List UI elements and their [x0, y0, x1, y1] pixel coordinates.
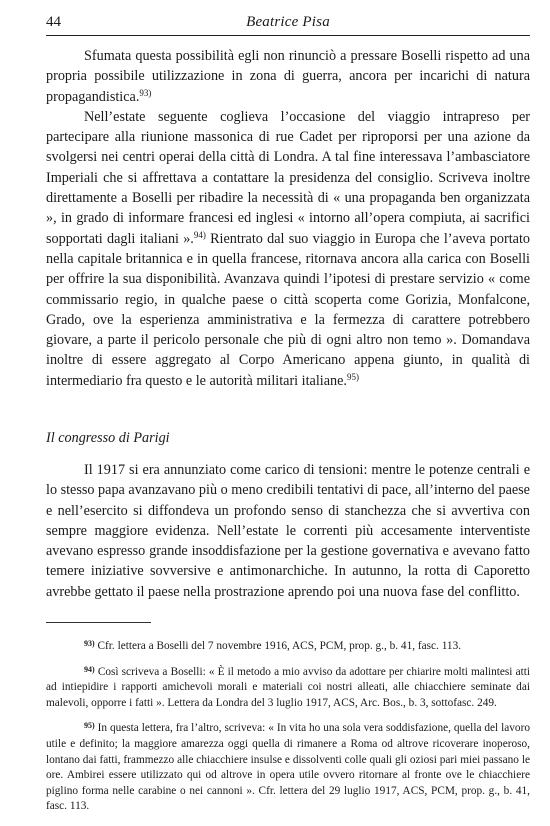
footnote-ref: 95) [346, 371, 359, 382]
paragraph-text: Nell’estate seguente coglieva l’occasione del viaggio intrapreso per partecipare alla riunione massonica di rue Cadet per riproporsi per una azione da svolgersi nei centri operai della città di Londra. A tal fine interessava l’ambasciatore Imperiali che si affrettava a contattare la presidenza del consiglio. Scriveva inoltre direttamente a Boselli per ribadire la necessità di « una propaganda ben organizzata », in grado di informare francesi ed inglesi « intorno all’opera compiuta, ai sacrifici sopportati dagli italiani ». [46, 108, 530, 247]
paragraph [46, 46, 530, 107]
footnote-number: 95) [84, 721, 95, 731]
footnote-number: 93) [84, 639, 95, 648]
footnote [46, 718, 530, 815]
footnote-text: Così scriveva a Boselli: « È il metodo a mio avviso da adottare per chiarire molti malintesi atti ad intiepidire i rapporti amichevoli morali e materiali coi nostri alleati, alle chiacchiere seminate dai malevoli, opporre i fatti ». Lettera da Londra del 3 luglio 1917, ACS, Arc. Bos., b. 3, sottofasc. 249. [46, 665, 530, 709]
footnote [46, 636, 530, 655]
footnotes [46, 636, 530, 822]
paragraph-text: Il 1917 si era annunziato come carico di tensioni: mentre le potenze centrali e lo stesso papa avanzavano più o meno credibili tentativi di pace, all’interno del paese e nell’esercito si diffondeva un profondo senso di stanchezza che si avvertiva con sempre maggiore evidenza. Nell’estate le correnti più accesamente interventiste avevano espresso grande insoddisfazione per la gestione governativa e avevano fatto temere iniziative sovversive e antimonarchiche. In autunno, la rotta di Caporetto avrebbe gettato il paese nella prostrazione aprendo poi una nuova fase del conflitto. [46, 462, 530, 600]
header-rule [46, 35, 530, 36]
section-heading: Il congresso di Parigi [46, 430, 170, 446]
footnote-text: Cfr. lettera a Boselli del 7 novembre 1916, ACS, PCM, prop. g., b. 41, fasc. 113. [97, 640, 462, 652]
footnote-number: 94) [84, 664, 95, 674]
running-title: Beatrice Pisa [246, 14, 330, 30]
footnote [46, 662, 530, 712]
footnote-rule [46, 622, 151, 623]
footnote-ref: 93) [139, 87, 152, 98]
footnote-text: In questa lettera, fra l’altro, scriveva: « In vita ho una sola vera soddisfazione, quella del lavoro utile e definito; la maggiore amarezza oggi quella di rimanere a Roma od altrove ricoverare inoperoso, lontano dai fatti, frammezzo alle chiacchiere insulse e dissolventi colle quali gli oziosi pari miei passano le ore. Ambirei essere utilizzato qui od altrove in opera utile ovvero ritornare al fronte ove le chiacchiere piglino forma nelle carabine o nei cannoni ». Cfr. lettera del 29 luglio 1917, ACS, PCM, prop. g., b. 41, fasc. 113. [46, 722, 530, 813]
page-header [46, 14, 530, 36]
paragraph-text-continued: Rientrato dal suo viaggio in Europa che l’aveva portato nella capitale britannica e in quella francese, ritornava ancora alla carica con Boselli per offrire la sua disponibilità. Avanzava quindi l’ipotesi di prestare servizio « come commissario regio, in qualche paese o città scoperta come Gorizia, Monfalcone, Grado, ove la esperienza amministrativa e la fermezza di carattere potrebbero giovare, a parte il pericolo personale che più di ogni altro non temo ». Domandava inoltre di essere aggregato al Corpo Americano appena giunto, in qualità di intermediario fra questo e le autorità militari italiane. [46, 230, 530, 389]
body-text [46, 46, 530, 391]
paragraph [46, 107, 530, 391]
paragraph [46, 460, 530, 602]
paragraph-text: Sfumata questa possibilità egli non rinunciò a pressare Boselli rispetto ad una propria possibile utilizzazione in zona di guerra, ancora per incarichi di natura propagandistica. [46, 48, 530, 105]
page-number: 44 [46, 14, 61, 30]
footnote-ref: 94) [193, 229, 206, 240]
body-text-section [46, 460, 530, 602]
